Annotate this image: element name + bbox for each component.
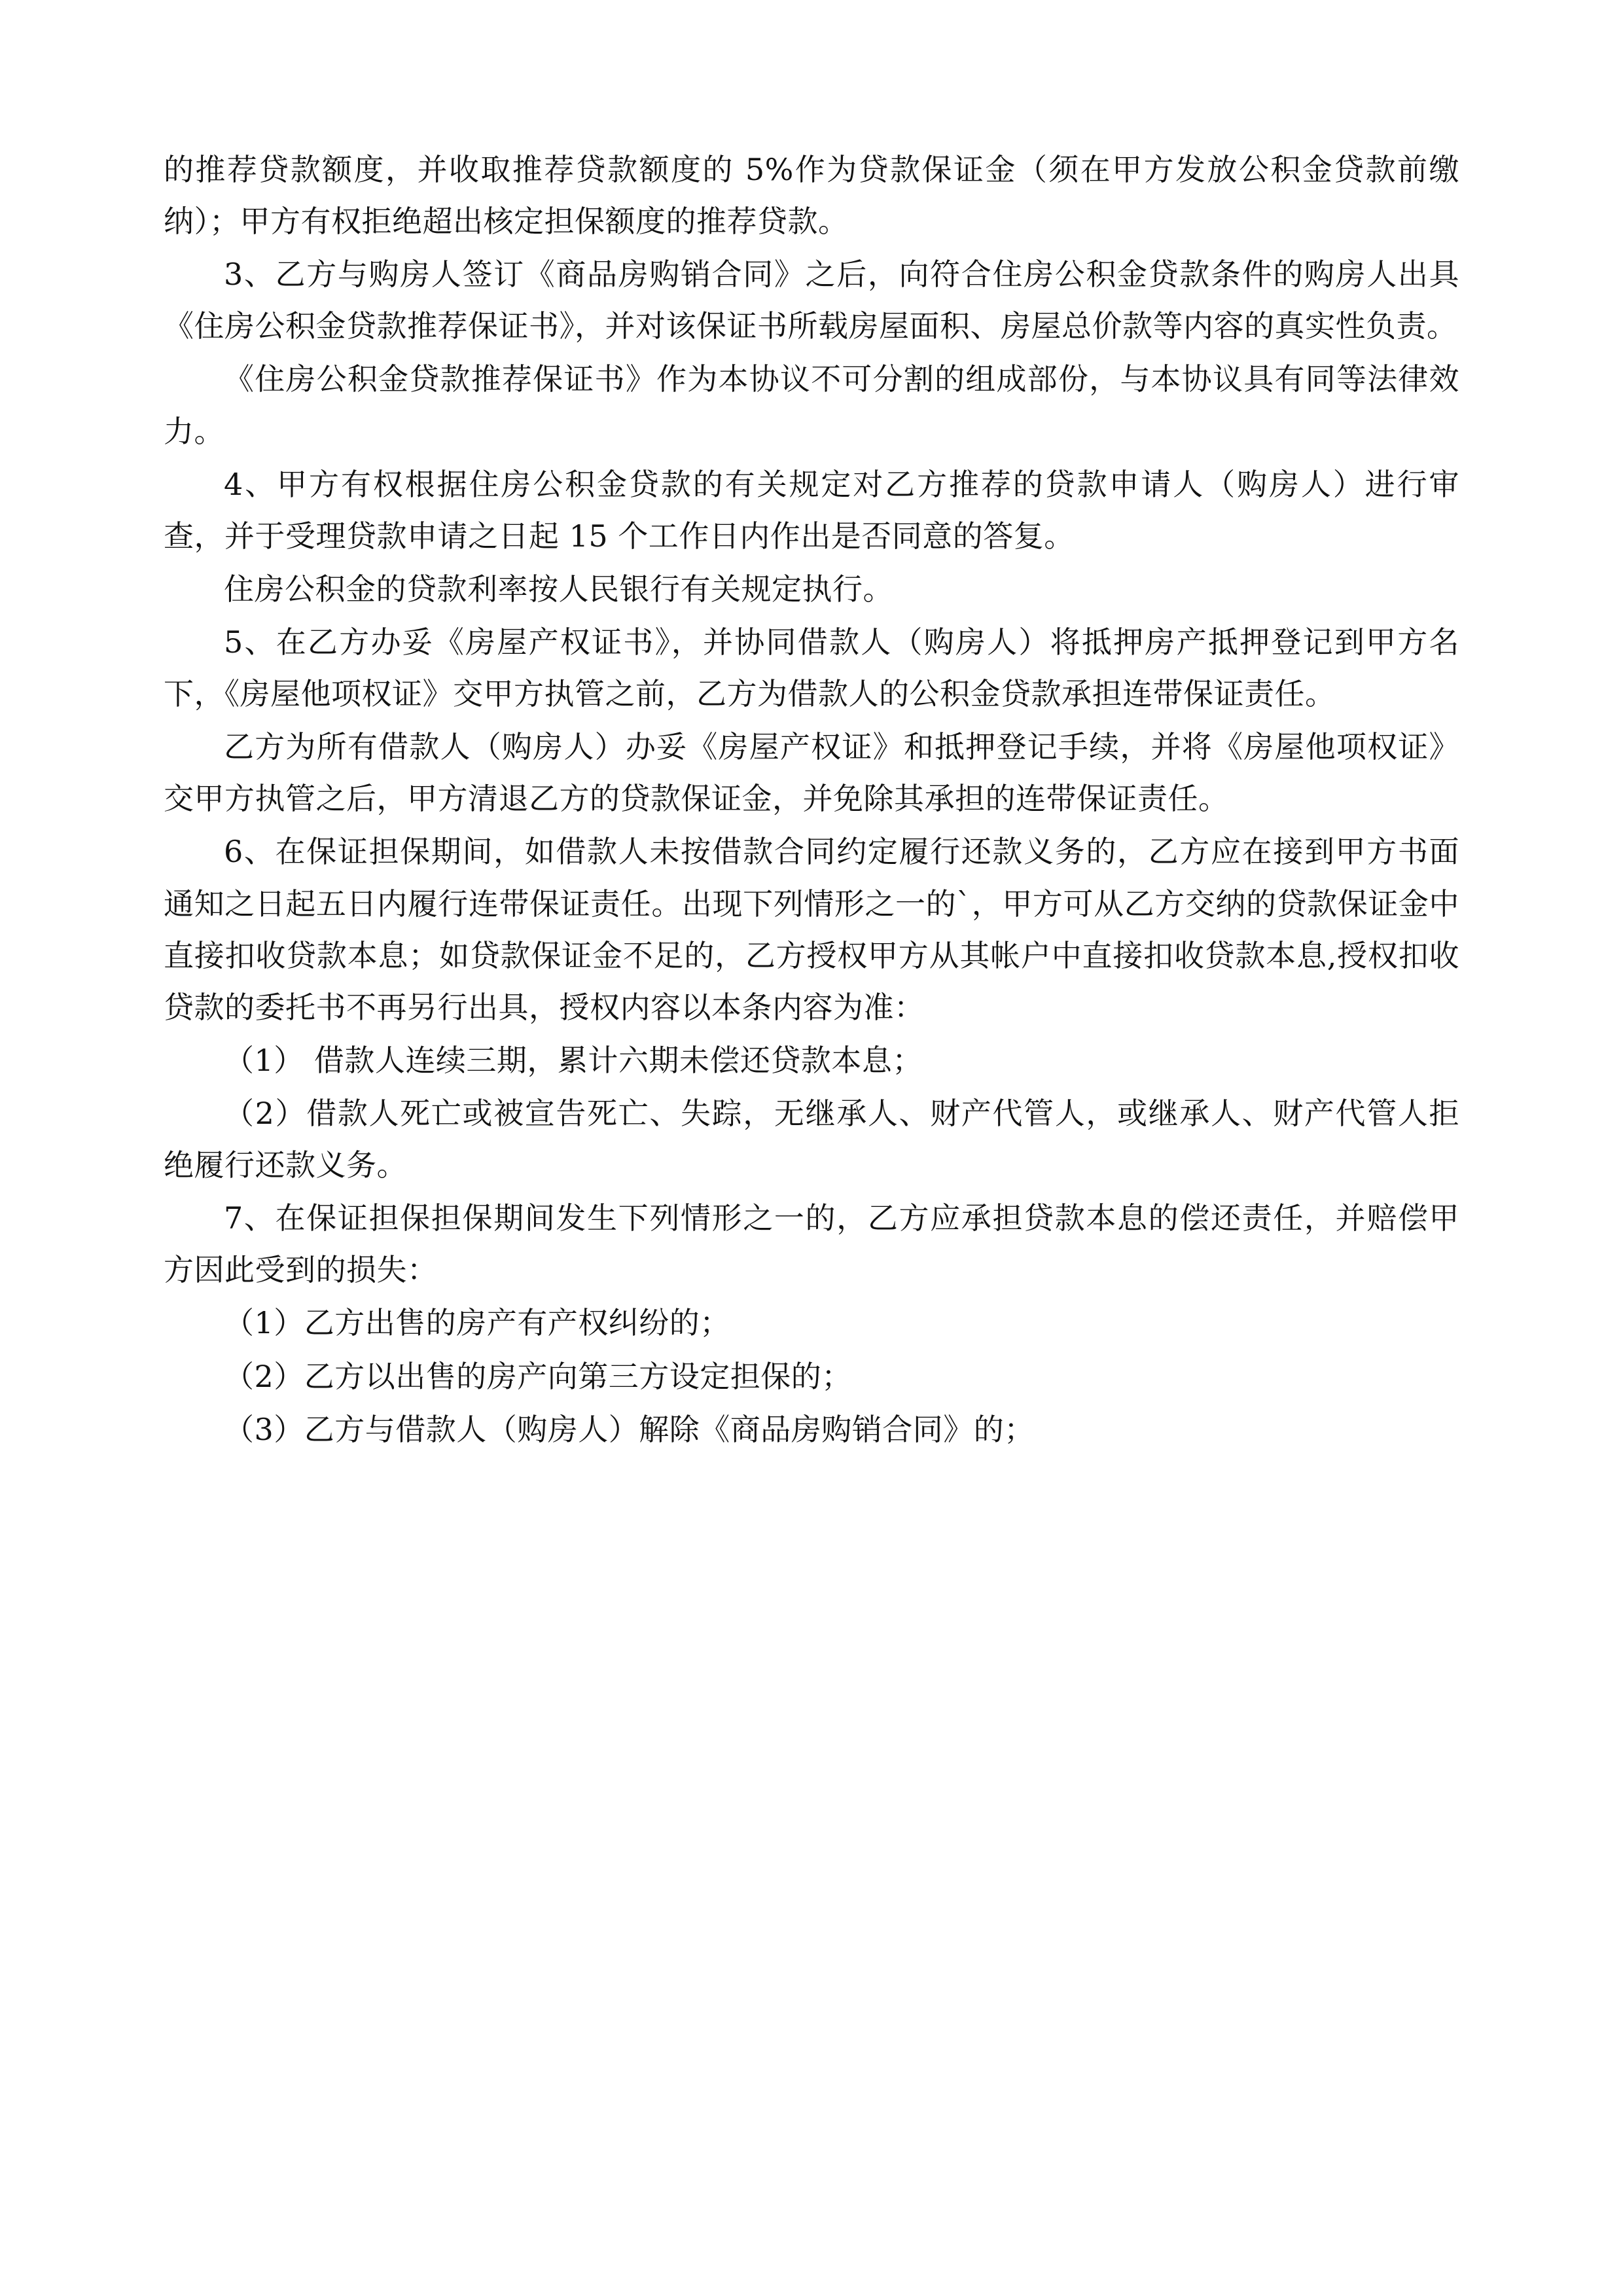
paragraph-clause-6-item-2: （2）借款人死亡或被宣告死亡、失踪，无继承人、财产代管人，或继承人、财产代管人拒绝履行还款义务。 bbox=[164, 1095, 1459, 1183]
document-body bbox=[164, 144, 1459, 1456]
paragraph-clause-5: 5、在乙方办妥《房屋产权证书》，并协同借款人（购房人）将抵押房产抵押登记到甲方名下，《房屋他项权证》交甲方执管之前，乙方为借款人的公积金贷款承担连带保证责任。 bbox=[164, 624, 1459, 712]
paragraph-continuation: 的推荐贷款额度，并收取推荐贷款额度的 5%作为贷款保证金（须在甲方发放公积金贷款前缴纳）；甲方有权拒绝超出核定担保额度的推荐贷款。 bbox=[164, 152, 1459, 240]
paragraph-clause-7: 7、在保证担保担保期间发生下列情形之一的，乙方应承担贷款本息的偿还责任，并赔偿甲方因此受到的损失： bbox=[164, 1200, 1459, 1288]
paragraph-clause-6-item-1: （1） 借款人连续三期，累计六期未偿还贷款本息； bbox=[224, 1042, 923, 1078]
paragraph-clause-4-note: 住房公积金的贷款利率按人民银行有关规定执行。 bbox=[224, 571, 893, 607]
paragraph-clause-3: 3、乙方与购房人签订《商品房购销合同》之后，向符合住房公积金贷款条件的购房人出具《住房公积金贷款推荐保证书》，并对该保证书所载房屋面积、房屋总价款等内容的真实性负责。 bbox=[164, 257, 1459, 344]
paragraph-clause-3-note: 《住房公积金贷款推荐保证书》作为本协议不可分割的组成部份，与本协议具有同等法律效力。 bbox=[164, 361, 1459, 449]
paragraph-clause-5-note: 乙方为所有借款人（购房人）办妥《房屋产权证》和抵押登记手续，并将《房屋他项权证》交甲方执管之后，甲方清退乙方的贷款保证金，并免除其承担的连带保证责任。 bbox=[164, 729, 1459, 817]
paragraph-clause-4: 4、甲方有权根据住房公积金贷款的有关规定对乙方推荐的贷款申请人（购房人）进行审查，并于受理贷款申请之日起 15 个工作日内作出是否同意的答复。 bbox=[164, 466, 1459, 554]
paragraph-clause-6: 6、在保证担保期间，如借款人未按借款合同约定履行还款义务的，乙方应在接到甲方书面通知之日起五日内履行连带保证责任。出现下列情形之一的`，甲方可从乙方交纳的贷款保证金中直接扣收贷款本息；如贷款保证金不足的，乙方授权甲方从其帐户中直接扣收贷款本息,授权扣收贷款的委托书不再另行出具，授权内容以本条内容为准： bbox=[164, 834, 1459, 1025]
paragraph-clause-7-item-3: （3）乙方与借款人（购房人）解除《商品房购销合同》的； bbox=[224, 1411, 1035, 1447]
paragraph-clause-7-item-2: （2）乙方以出售的房产向第三方设定担保的； bbox=[224, 1358, 852, 1394]
paragraph-clause-7-item-1: （1）乙方出售的房产有产权纠纷的； bbox=[224, 1305, 730, 1341]
